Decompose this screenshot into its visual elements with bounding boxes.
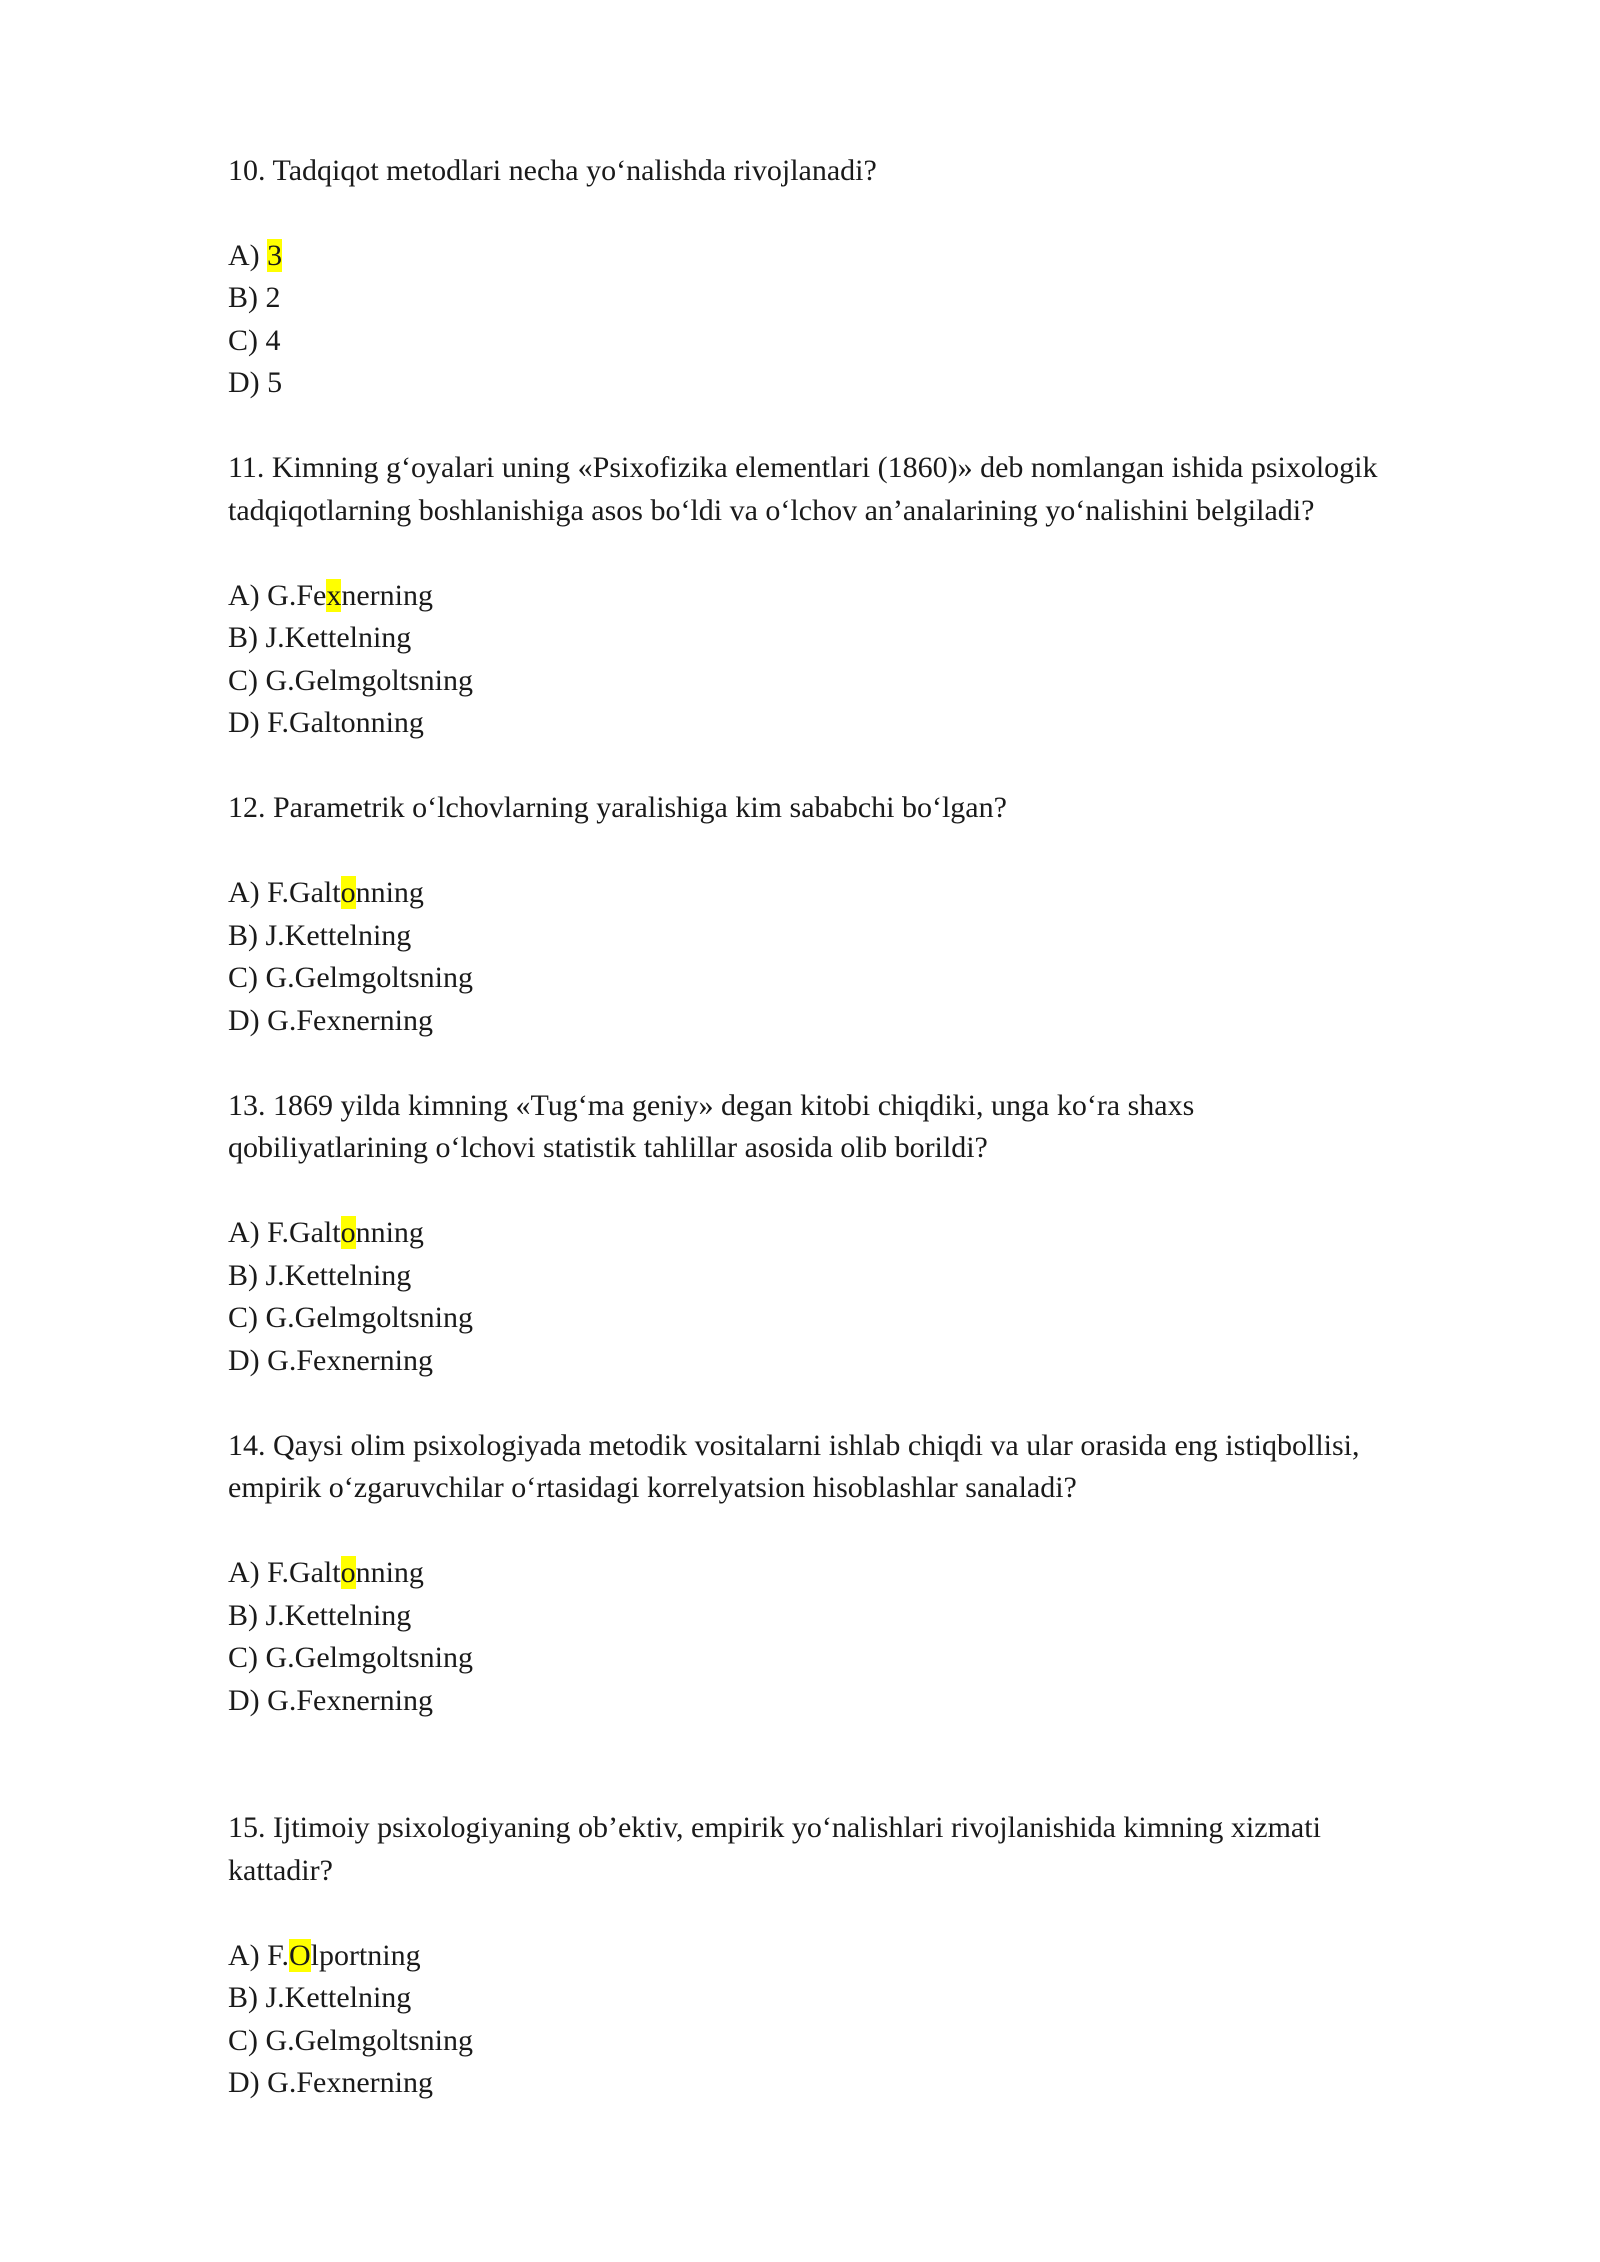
option-suffix: lportning [310,1939,421,1972]
question-12-option-d: D) G.Fexnerning [228,1004,433,1037]
question-11-option-d: D) F.Galtonning [228,706,424,739]
question-10-option-c: C) 4 [228,324,281,357]
question-15-option-c: C) G.Gelmgoltsning [228,2024,473,2057]
question-14-option-d: D) G.Fexnerning [228,1684,433,1717]
answer-highlight: o [340,1216,356,1249]
question-12-option-a [228,872,424,914]
question-14-option-c: C) G.Gelmgoltsning [228,1641,473,1674]
question-13-text-line-1: 13. 1869 yilda kimning «Tug‘ma geniy» degan kitobi chiqdiki, unga ko‘ra shaxs [228,1089,1195,1122]
answer-highlight: o [340,1556,356,1589]
question-10-option-b: B) 2 [228,281,281,314]
option-prefix: A) F.Galt [228,876,341,909]
question-14-option-b: B) J.Kettelning [228,1599,412,1632]
question-13-option-d: D) G.Fexnerning [228,1344,433,1377]
option-prefix: A) [228,239,268,272]
question-11-text-line-2: tadqiqotlarning boshlanishiga asos bo‘ldi va o‘lchov an’analarining yo‘nalishini belgiladi? [228,494,1315,527]
question-14-option-a [228,1552,424,1594]
question-15-text-line-2: kattadir? [228,1854,333,1887]
answer-highlight: 3 [267,239,283,272]
question-13-text-line-2: qobiliyatlarining o‘lchovi statistik tahlillar asosida olib borildi? [228,1131,988,1164]
question-11-text-line-1: 11. Kimning g‘oyalari uning «Psixofizika elementlari (1860)» deb nomlangan ishida psixologik [228,451,1378,484]
question-14-text-line-2: empirik o‘zgaruvchilar o‘rtasidagi korrelyatsion hisoblashlar sanaladi? [228,1471,1077,1504]
question-11-option-b: B) J.Kettelning [228,621,412,654]
question-13-option-c: C) G.Gelmgoltsning [228,1301,473,1334]
question-12-option-b: B) J.Kettelning [228,919,412,952]
question-10-text: 10. Tadqiqot metodlari necha yo‘nalishda rivojlanadi? [228,154,877,187]
question-14-text-line-1: 14. Qaysi olim psixologiyada metodik vositalarni ishlab chiqdi va ular orasida eng istiqbollisi, [228,1429,1360,1462]
question-13-option-b: B) J.Kettelning [228,1259,412,1292]
answer-highlight: O [288,1939,311,1972]
question-10-option-a [228,235,282,277]
question-15-option-b: B) J.Kettelning [228,1981,412,2014]
option-suffix: nning [355,876,424,909]
option-prefix: A) F.Galt [228,1216,341,1249]
question-12-option-c: C) G.Gelmgoltsning [228,961,473,994]
question-15-text-line-1: 15. Ijtimoiy psixologiyaning ob’ektiv, empirik yo‘nalishlari rivojlanishida kimning xizmati [228,1811,1321,1844]
question-12-text: 12. Parametrik o‘lchovlarning yaralishiga kim sababchi bo‘lgan? [228,791,1007,824]
answer-highlight: x [326,579,342,612]
option-prefix: A) F. [228,1939,289,1972]
question-15-option-a [228,1935,421,1977]
question-13-option-a [228,1212,424,1254]
question-10-option-d: D) 5 [228,366,283,399]
option-suffix: nning [355,1556,424,1589]
option-prefix: A) F.Galt [228,1556,341,1589]
answer-highlight: o [340,876,356,909]
option-suffix: nning [355,1216,424,1249]
option-prefix: A) G.Fe [228,579,327,612]
question-15-option-d: D) G.Fexnerning [228,2066,433,2099]
question-11-option-c: C) G.Gelmgoltsning [228,664,473,697]
option-suffix: nerning [341,579,433,612]
question-11-option-a [228,575,433,617]
